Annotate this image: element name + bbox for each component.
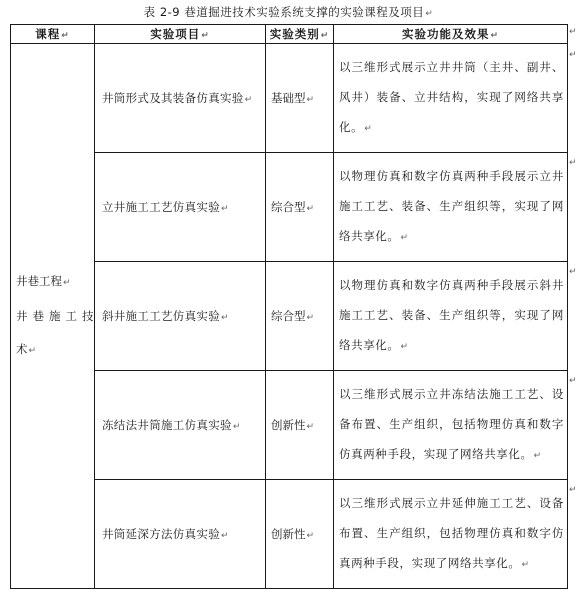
item-cell: 冻结法井筒施工仿真实验↵: [95, 371, 266, 480]
item-cell: 立井施工工艺仿真实验↵: [95, 153, 266, 262]
paragraph-mark-icon: ↵: [490, 31, 500, 41]
paragraph-mark-icon: ↵: [320, 31, 330, 41]
paragraph-mark-icon: ↵: [61, 31, 70, 41]
course-cell: [11, 44, 99, 589]
header-item: 实验项目↵: [95, 25, 266, 44]
header-type: 实验类别↵: [266, 25, 334, 44]
type-cell: 创新性↵: [266, 480, 334, 589]
caption-text: 表 2-9 巷道掘进技术实验系统支撑的实验课程及项目: [143, 5, 425, 19]
course-line: 术↵: [16, 341, 37, 356]
table-row: [11, 371, 568, 480]
paragraph-mark-icon: ↵: [425, 9, 434, 19]
row-end-mark-icon: ↵: [569, 376, 577, 386]
item-cell: 斜井施工工艺仿真实验↵: [95, 262, 266, 371]
table-row: [11, 480, 568, 589]
function-cell: 以三维形式展示立井井筒（主井、副井、风井）装备、立井结构，实现了网络共享化。↵: [334, 44, 568, 153]
table-caption: [0, 4, 577, 20]
item-cell: 井筒形式及其装备仿真实验↵: [95, 44, 266, 153]
table-row: [11, 44, 568, 153]
row-end-mark-icon: ↵: [569, 158, 577, 168]
header-course: 课程↵: [11, 25, 95, 44]
row-end-mark-icon: ↵: [569, 267, 577, 277]
header-function: 实验功能及效果↵: [334, 25, 568, 44]
table-row: [11, 153, 568, 262]
row-end-mark-icon: ↵: [569, 27, 577, 37]
item-cell: 井筒延深方法仿真实验↵: [95, 480, 266, 589]
type-cell: 综合型↵: [266, 153, 334, 262]
function-cell: 以三维形式展示立井延伸施工工艺、设备布置、生产组织，包括物理仿真和数字仿真两种手段，实现了网络共享化。↵: [334, 480, 568, 589]
function-cell: 以物理仿真和数字仿真两种手段展示立井施工工艺、装备、生产组织等，实现了网络共享化。↵: [334, 153, 568, 262]
type-cell: 综合型↵: [266, 262, 334, 371]
row-end-mark-icon: ↵: [569, 50, 577, 60]
row-end-mark-icon: ↵: [569, 485, 577, 495]
type-cell: 创新性↵: [266, 371, 334, 480]
paragraph-mark-icon: ↵: [201, 31, 210, 41]
course-line: 井巷施工技: [16, 308, 99, 323]
type-cell: 基础型↵: [266, 44, 334, 153]
table-header-row: [11, 25, 568, 44]
course-line: 井巷工程↵: [16, 273, 71, 288]
function-cell: 以物理仿真和数字仿真两种手段展示斜井施工工艺、装备、生产组织等，实现了网络共享化。↵: [334, 262, 568, 371]
experiment-table: [10, 24, 568, 589]
function-cell: 以三维形式展示立井冻结法施工工艺、设备布置、生产组织，包括物理仿真和数字仿真两种手段，实现了网络共享化。↵: [334, 371, 568, 480]
